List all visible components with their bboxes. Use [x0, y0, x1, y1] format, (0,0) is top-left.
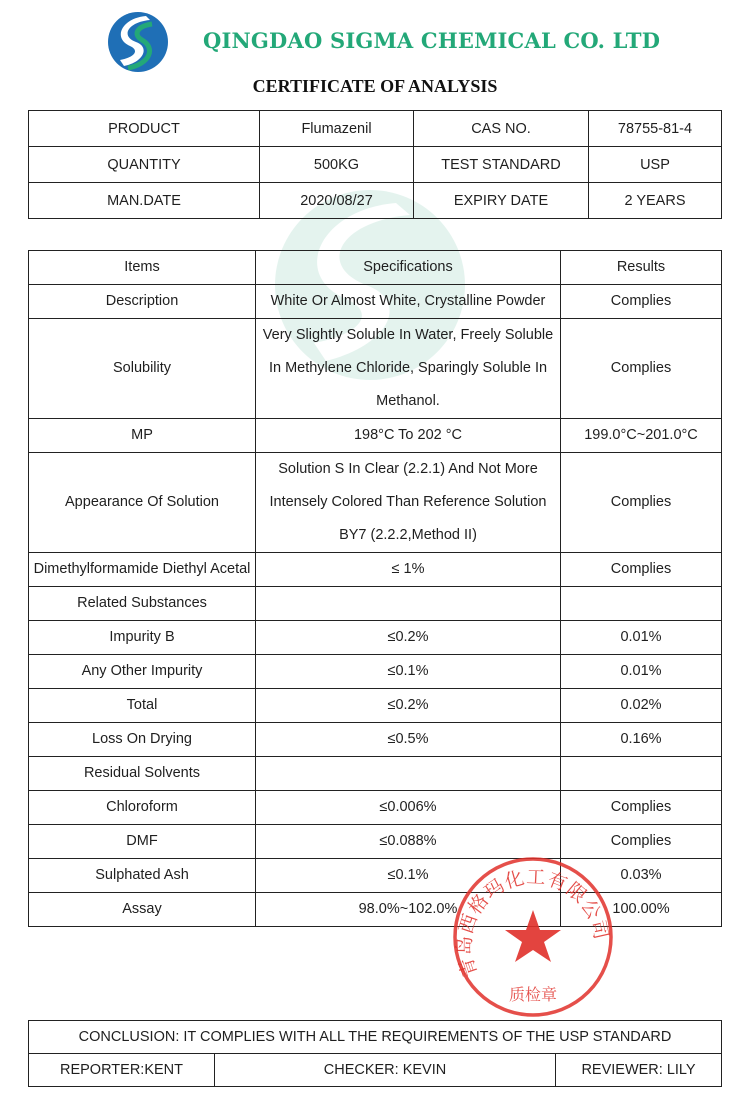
analysis-table — [28, 250, 722, 927]
specification — [256, 587, 561, 621]
info-value: 2 YEARS — [589, 183, 722, 219]
analysis-row — [29, 319, 722, 419]
info-label: PRODUCT — [29, 111, 260, 147]
test-item: MP — [29, 419, 256, 453]
analysis-row — [29, 419, 722, 453]
test-item: Related Substances — [29, 587, 256, 621]
test-item: Dimethylformamide Diethyl Acetal — [29, 553, 256, 587]
analysis-row — [29, 689, 722, 723]
result: 0.16% — [561, 723, 722, 757]
result: Complies — [561, 319, 722, 419]
stamp-text: 青岛西格玛化工有限公司 — [453, 865, 613, 980]
test-item: Solubility — [29, 319, 256, 419]
specification: 198°C To 202 °C — [256, 419, 561, 453]
reviewer-signature: REVIEWER: LILY — [556, 1054, 722, 1087]
specification: ≤0.2% — [256, 689, 561, 723]
product-info-table — [28, 110, 722, 219]
analysis-row — [29, 587, 722, 621]
test-item: Total — [29, 689, 256, 723]
column-header: Specifications — [256, 251, 561, 285]
info-label: TEST STANDARD — [414, 147, 589, 183]
result — [561, 757, 722, 791]
test-item: Appearance Of Solution — [29, 453, 256, 553]
info-value: 2020/08/27 — [260, 183, 414, 219]
analysis-row — [29, 757, 722, 791]
info-row — [29, 147, 722, 183]
result: Complies — [561, 825, 722, 859]
specification: White Or Almost White, Crystalline Powder — [256, 285, 561, 319]
result: Complies — [561, 791, 722, 825]
specification: ≤0.2% — [256, 621, 561, 655]
test-item: Chloroform — [29, 791, 256, 825]
result: 0.02% — [561, 689, 722, 723]
result: 100.00% — [561, 893, 722, 927]
column-header: Items — [29, 251, 256, 285]
specification — [256, 757, 561, 791]
info-value: 78755-81-4 — [589, 111, 722, 147]
analysis-row — [29, 621, 722, 655]
result: 199.0°C~201.0°C — [561, 419, 722, 453]
company-name: QINGDAO SIGMA CHEMICAL CO. LTD — [203, 28, 661, 53]
specification: 98.0%~102.0% — [256, 893, 561, 927]
info-label: EXPIRY DATE — [414, 183, 589, 219]
specification: ≤0.1% — [256, 859, 561, 893]
test-item: Loss On Drying — [29, 723, 256, 757]
info-label: CAS NO. — [414, 111, 589, 147]
test-item: Assay — [29, 893, 256, 927]
result: 0.01% — [561, 655, 722, 689]
result: Complies — [561, 453, 722, 553]
result: 0.03% — [561, 859, 722, 893]
test-item: DMF — [29, 825, 256, 859]
analysis-row — [29, 791, 722, 825]
info-value: 500KG — [260, 147, 414, 183]
info-row — [29, 183, 722, 219]
result: 0.01% — [561, 621, 722, 655]
specification: ≤0.088% — [256, 825, 561, 859]
analysis-row — [29, 825, 722, 859]
result: Complies — [561, 285, 722, 319]
stamp-bottom-text: 质检章 — [508, 985, 558, 1004]
conclusion-row — [29, 1021, 722, 1054]
analysis-row — [29, 453, 722, 553]
conclusion-table — [28, 1020, 722, 1087]
info-label: QUANTITY — [29, 147, 260, 183]
analysis-row — [29, 723, 722, 757]
info-row — [29, 111, 722, 147]
column-header: Results — [561, 251, 722, 285]
analysis-row — [29, 859, 722, 893]
test-item: Sulphated Ash — [29, 859, 256, 893]
specification: Very Slightly Soluble In Water, Freely Soluble In Methylene Chloride, Sparingly Soluble In Methanol. — [256, 319, 561, 419]
document-title: CERTIFICATE OF ANALYSIS — [252, 76, 498, 96]
reporter-signature: REPORTER:KENT — [29, 1054, 215, 1087]
test-item: Any Other Impurity — [29, 655, 256, 689]
signature-row — [29, 1054, 722, 1087]
result: Complies — [561, 553, 722, 587]
company-logo — [106, 10, 170, 74]
specification: ≤ 1% — [256, 553, 561, 587]
test-item: Impurity B — [29, 621, 256, 655]
checker-signature: CHECKER: KEVIN — [215, 1054, 556, 1087]
test-item: Residual Solvents — [29, 757, 256, 791]
result — [561, 587, 722, 621]
specification: ≤0.1% — [256, 655, 561, 689]
analysis-header-row — [29, 251, 722, 285]
analysis-row — [29, 655, 722, 689]
analysis-row — [29, 285, 722, 319]
specification: Solution S In Clear (2.2.1) And Not More Intensely Colored Than Reference Solution BY7 (2.2.2,Method II) — [256, 453, 561, 553]
test-item: Description — [29, 285, 256, 319]
conclusion-text: CONCLUSION: IT COMPLIES WITH ALL THE REQUIREMENTS OF THE USP STANDARD — [29, 1021, 722, 1054]
info-value: USP — [589, 147, 722, 183]
specification: ≤0.006% — [256, 791, 561, 825]
analysis-row — [29, 893, 722, 927]
specification: ≤0.5% — [256, 723, 561, 757]
info-label: MAN.DATE — [29, 183, 260, 219]
analysis-row — [29, 553, 722, 587]
info-value: Flumazenil — [260, 111, 414, 147]
